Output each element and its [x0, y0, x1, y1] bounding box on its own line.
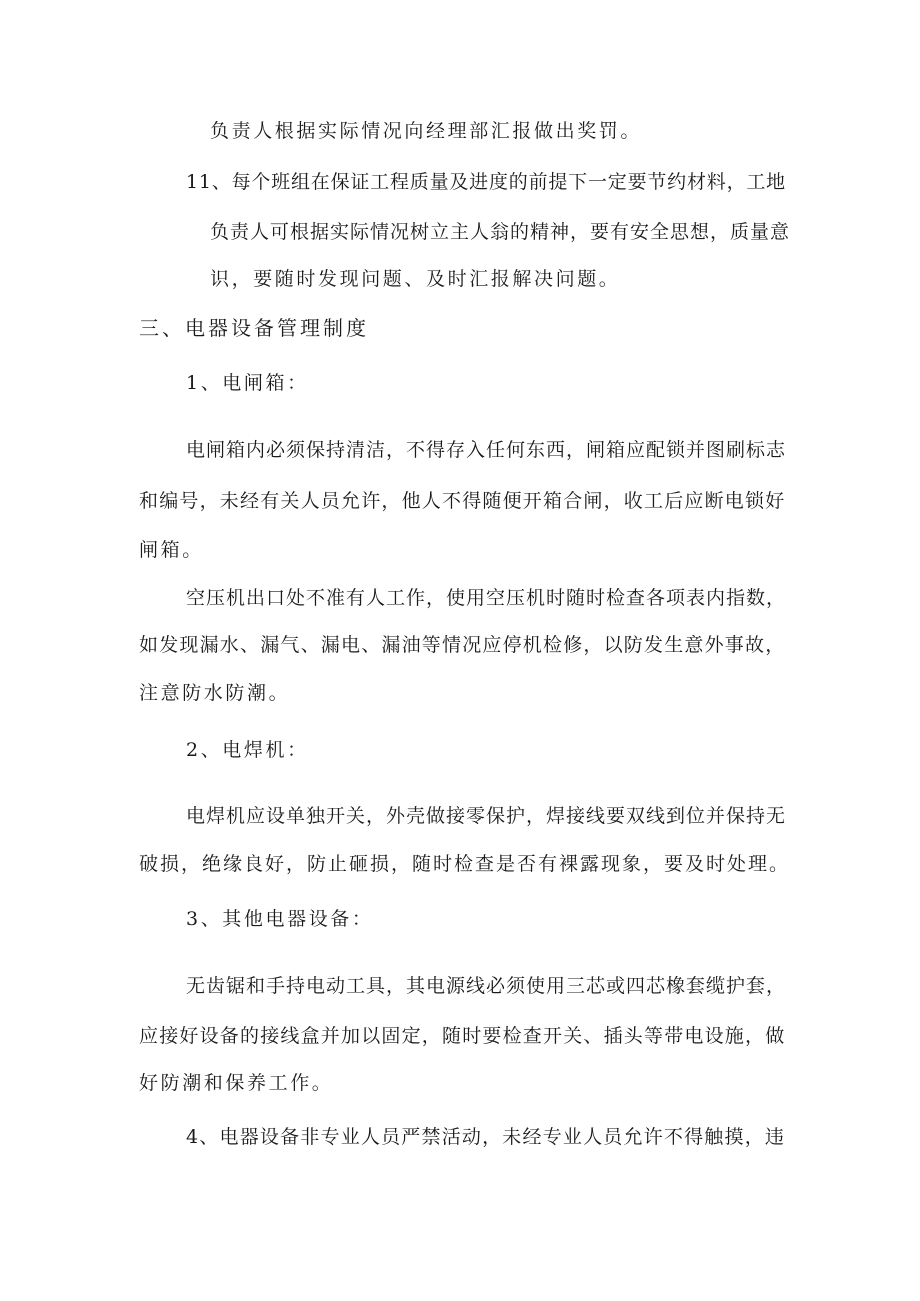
paragraph-line: 如发现漏水、漏气、漏电、漏油等情况应停机检修，以防发生意外事故，: [139, 634, 786, 656]
paragraph-line: 闸箱。: [139, 539, 204, 561]
list-item-11-line-1: 11、每个班组在保证工程质量及进度的前提下一定要节约材料，工地: [186, 171, 786, 193]
paragraph-line: 应接好设备的接线盒并加以固定，随时要检查开关、插头等带电设施，做: [139, 1025, 786, 1047]
section-heading: 三、电器设备管理制度: [139, 316, 369, 340]
list-item-11-line-2: 负责人可根据实际情况树立主人翁的精神，要有安全思想，质量意: [210, 221, 791, 243]
list-item-4-line-1: 4、电器设备非专业人员严禁活动，未经专业人员允许不得触摸，违: [186, 1126, 786, 1148]
list-item-11-line-3: 识，要随时发现问题、及时汇报解决问题。: [210, 268, 621, 290]
subsection-heading-3: 3、其他电器设备：: [186, 908, 374, 930]
paragraph-line: 负责人根据实际情况向经理部汇报做出奖罚。: [210, 120, 643, 142]
paragraph-line: 好防潮和保养工作。: [139, 1072, 334, 1094]
subsection-heading-2: 2、电焊机：: [186, 739, 309, 761]
paragraph-line: 破损，绝缘良好，防止砸损，随时检查是否有裸露现象，要及时处理。: [139, 853, 791, 875]
subsection-heading-1: 1、电闸箱：: [186, 372, 309, 394]
paragraph-line: 和编号，未经有关人员允许，他人不得随便开箱合闸，收工后应断电锁好: [139, 490, 786, 512]
paragraph-line: 电闸箱内必须保持清洁，不得存入任何东西，闸箱应配锁并图刷标志: [186, 439, 787, 461]
paragraph-line: 注意防水防潮。: [139, 682, 291, 704]
paragraph-line: 空压机出口处不准有人工作，使用空压机时随时检查各项表内指数，: [186, 587, 787, 609]
paragraph-line: 电焊机应设单独开关，外壳做接零保护，焊接线要双线到位并保持无: [186, 805, 787, 827]
paragraph-line: 无齿锯和手持电动工具，其电源线必须使用三芯或四芯橡套缆护套，: [186, 975, 787, 997]
